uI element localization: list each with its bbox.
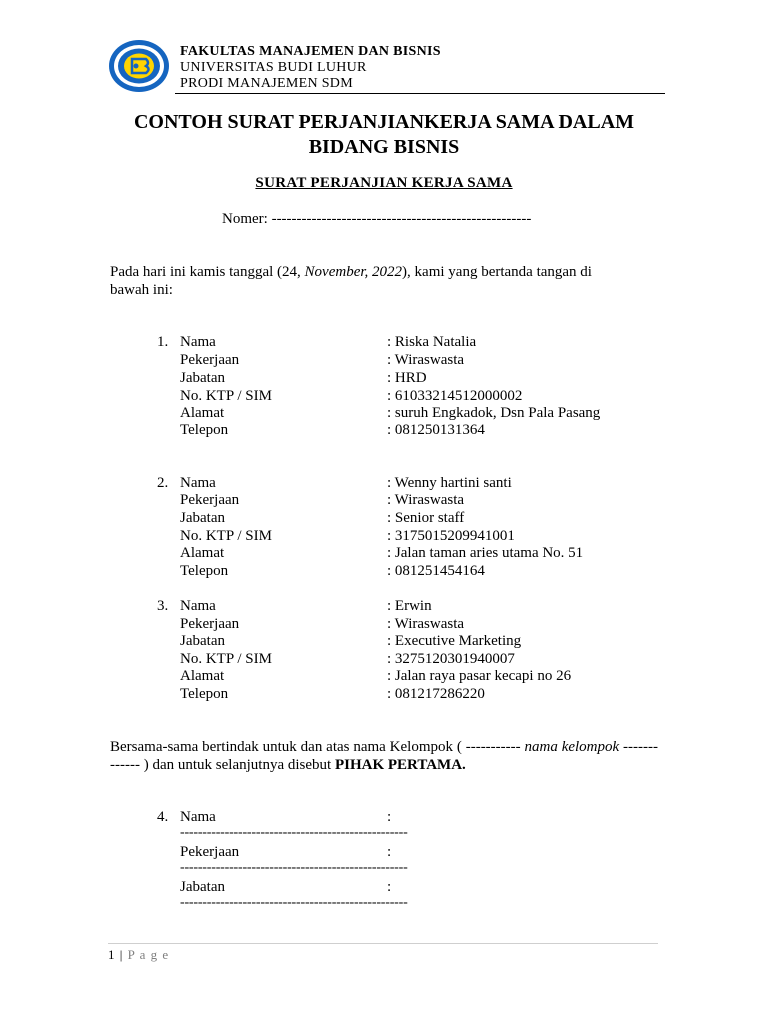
footer-separator: | xyxy=(115,947,128,962)
party-2-number: 2. xyxy=(157,475,169,491)
together-group-name: nama kelompok xyxy=(524,739,620,755)
party-1-label-jabatan: Jabatan xyxy=(180,370,225,386)
intro-paragraph xyxy=(110,263,658,299)
document-subtitle: SURAT PERJANJIAN KERJA SAMA xyxy=(255,175,513,191)
party-2-value-alamat: : Jalan taman aries utama No. 51 xyxy=(387,545,584,561)
page-footer xyxy=(108,947,169,963)
party-3-label-telepon: Telepon xyxy=(180,686,229,702)
party-4-blank-nama: --------------------------------------------------- xyxy=(180,825,408,840)
party-1-value-alamat: : suruh Engkadok, Dsn Pala Pasang xyxy=(387,405,601,421)
party-2-label-jabatan: Jabatan xyxy=(180,510,225,526)
university-name: UNIVERSITAS BUDI LUHUR xyxy=(180,60,367,75)
header-divider xyxy=(175,93,665,94)
page-number: 1 xyxy=(108,947,116,962)
party-3-label-pekerjaan: Pekerjaan xyxy=(180,616,240,632)
party-3-label-nama: Nama xyxy=(180,598,216,614)
together-text-a: Bersama-sama bertindak untuk dan atas nama Kelompok ( ----------- xyxy=(110,739,525,755)
party-1-label-nama: Nama xyxy=(180,334,216,350)
intro-text-a: Pada hari ini kamis tanggal (24, xyxy=(110,264,305,280)
party-3-value-telepon: : 081217286220 xyxy=(387,686,485,702)
party-3-value-nama: : Erwin xyxy=(387,598,432,614)
party-1-value-jabatan: : HRD xyxy=(387,370,427,386)
party-3-value-alamat: : Jalan raya pasar kecapi no 26 xyxy=(387,668,572,684)
party-1-label-pekerjaan: Pekerjaan xyxy=(180,352,240,368)
party-3-label-jabatan: Jabatan xyxy=(180,633,225,649)
party-3-label-alamat: Alamat xyxy=(180,668,225,684)
faculty-name: FAKULTAS MANAJEMEN DAN BISNIS xyxy=(180,44,441,59)
pihak-pertama-label: PIHAK PERTAMA. xyxy=(334,757,466,773)
party-2-value-nama: : Wenny hartini santi xyxy=(387,475,512,491)
intro-text-c: ), kami yang bertanda tangan di xyxy=(402,264,592,280)
intro-date: November, 2022 xyxy=(304,264,403,280)
party-1-value-telepon: : 081250131364 xyxy=(387,422,485,438)
party-4-colon-pekerjaan: : xyxy=(387,844,392,860)
title-line-2: BIDANG BISNIS xyxy=(308,136,460,158)
party-3-value-jabatan: : Executive Marketing xyxy=(387,633,522,649)
party-2-label-ktp: No. KTP / SIM xyxy=(180,528,272,544)
party-4-label-jabatan: Jabatan xyxy=(180,879,225,895)
party-2-label-nama: Nama xyxy=(180,475,216,491)
party-3-number: 3. xyxy=(157,598,169,614)
party-1-label-telepon: Telepon xyxy=(180,422,229,438)
together-text-c: ------------- ) dan untuk selanjutnya disebut xyxy=(110,739,659,773)
party-2-value-telepon: : 081251454164 xyxy=(387,563,485,579)
party-2-value-jabatan: : Senior staff xyxy=(387,510,465,526)
footer-divider xyxy=(108,943,658,944)
party-1-value-nama: : Riska Natalia xyxy=(387,334,477,350)
party-1-number: 1. xyxy=(157,334,169,350)
party-2-label-telepon: Telepon xyxy=(180,563,229,579)
page-word: P a g e xyxy=(127,947,170,962)
party-3-value-pekerjaan: : Wiraswasta xyxy=(387,616,465,632)
letter-number: Nomer: ---------------------------------------------------- xyxy=(222,211,532,227)
party-3-label-ktp: No. KTP / SIM xyxy=(180,651,272,667)
party-1-label-ktp: No. KTP / SIM xyxy=(180,388,272,404)
party-1-label-alamat: Alamat xyxy=(180,405,225,421)
program-name: PRODI MANAJEMEN SDM xyxy=(180,76,353,91)
party-4-number: 4. xyxy=(157,809,169,825)
party-4-colon-nama: : xyxy=(387,809,392,825)
party-4-blank-pekerjaan: --------------------------------------------------- xyxy=(180,860,408,875)
title-line-1: CONTOH SURAT PERJANJIANKERJA SAMA DALAM xyxy=(133,111,635,133)
together-paragraph xyxy=(110,738,658,774)
party-4-label-nama: Nama xyxy=(180,809,216,825)
intro-text-d: bawah ini: xyxy=(110,282,173,298)
party-4-colon-jabatan: : xyxy=(387,879,392,895)
party-1-value-ktp: : 61033214512000002 xyxy=(387,388,523,404)
party-2-value-ktp: : 3175015209941001 xyxy=(387,528,515,544)
party-2-value-pekerjaan: : Wiraswasta xyxy=(387,492,465,508)
party-2-label-pekerjaan: Pekerjaan xyxy=(180,492,240,508)
university-logo xyxy=(108,39,170,93)
party-4-label-pekerjaan: Pekerjaan xyxy=(180,844,240,860)
document-title xyxy=(0,110,768,160)
party-3-value-ktp: : 3275120301940007 xyxy=(387,651,515,667)
party-1-value-pekerjaan: : Wiraswasta xyxy=(387,352,465,368)
party-4-blank-jabatan: --------------------------------------------------- xyxy=(180,895,408,910)
party-2-label-alamat: Alamat xyxy=(180,545,225,561)
